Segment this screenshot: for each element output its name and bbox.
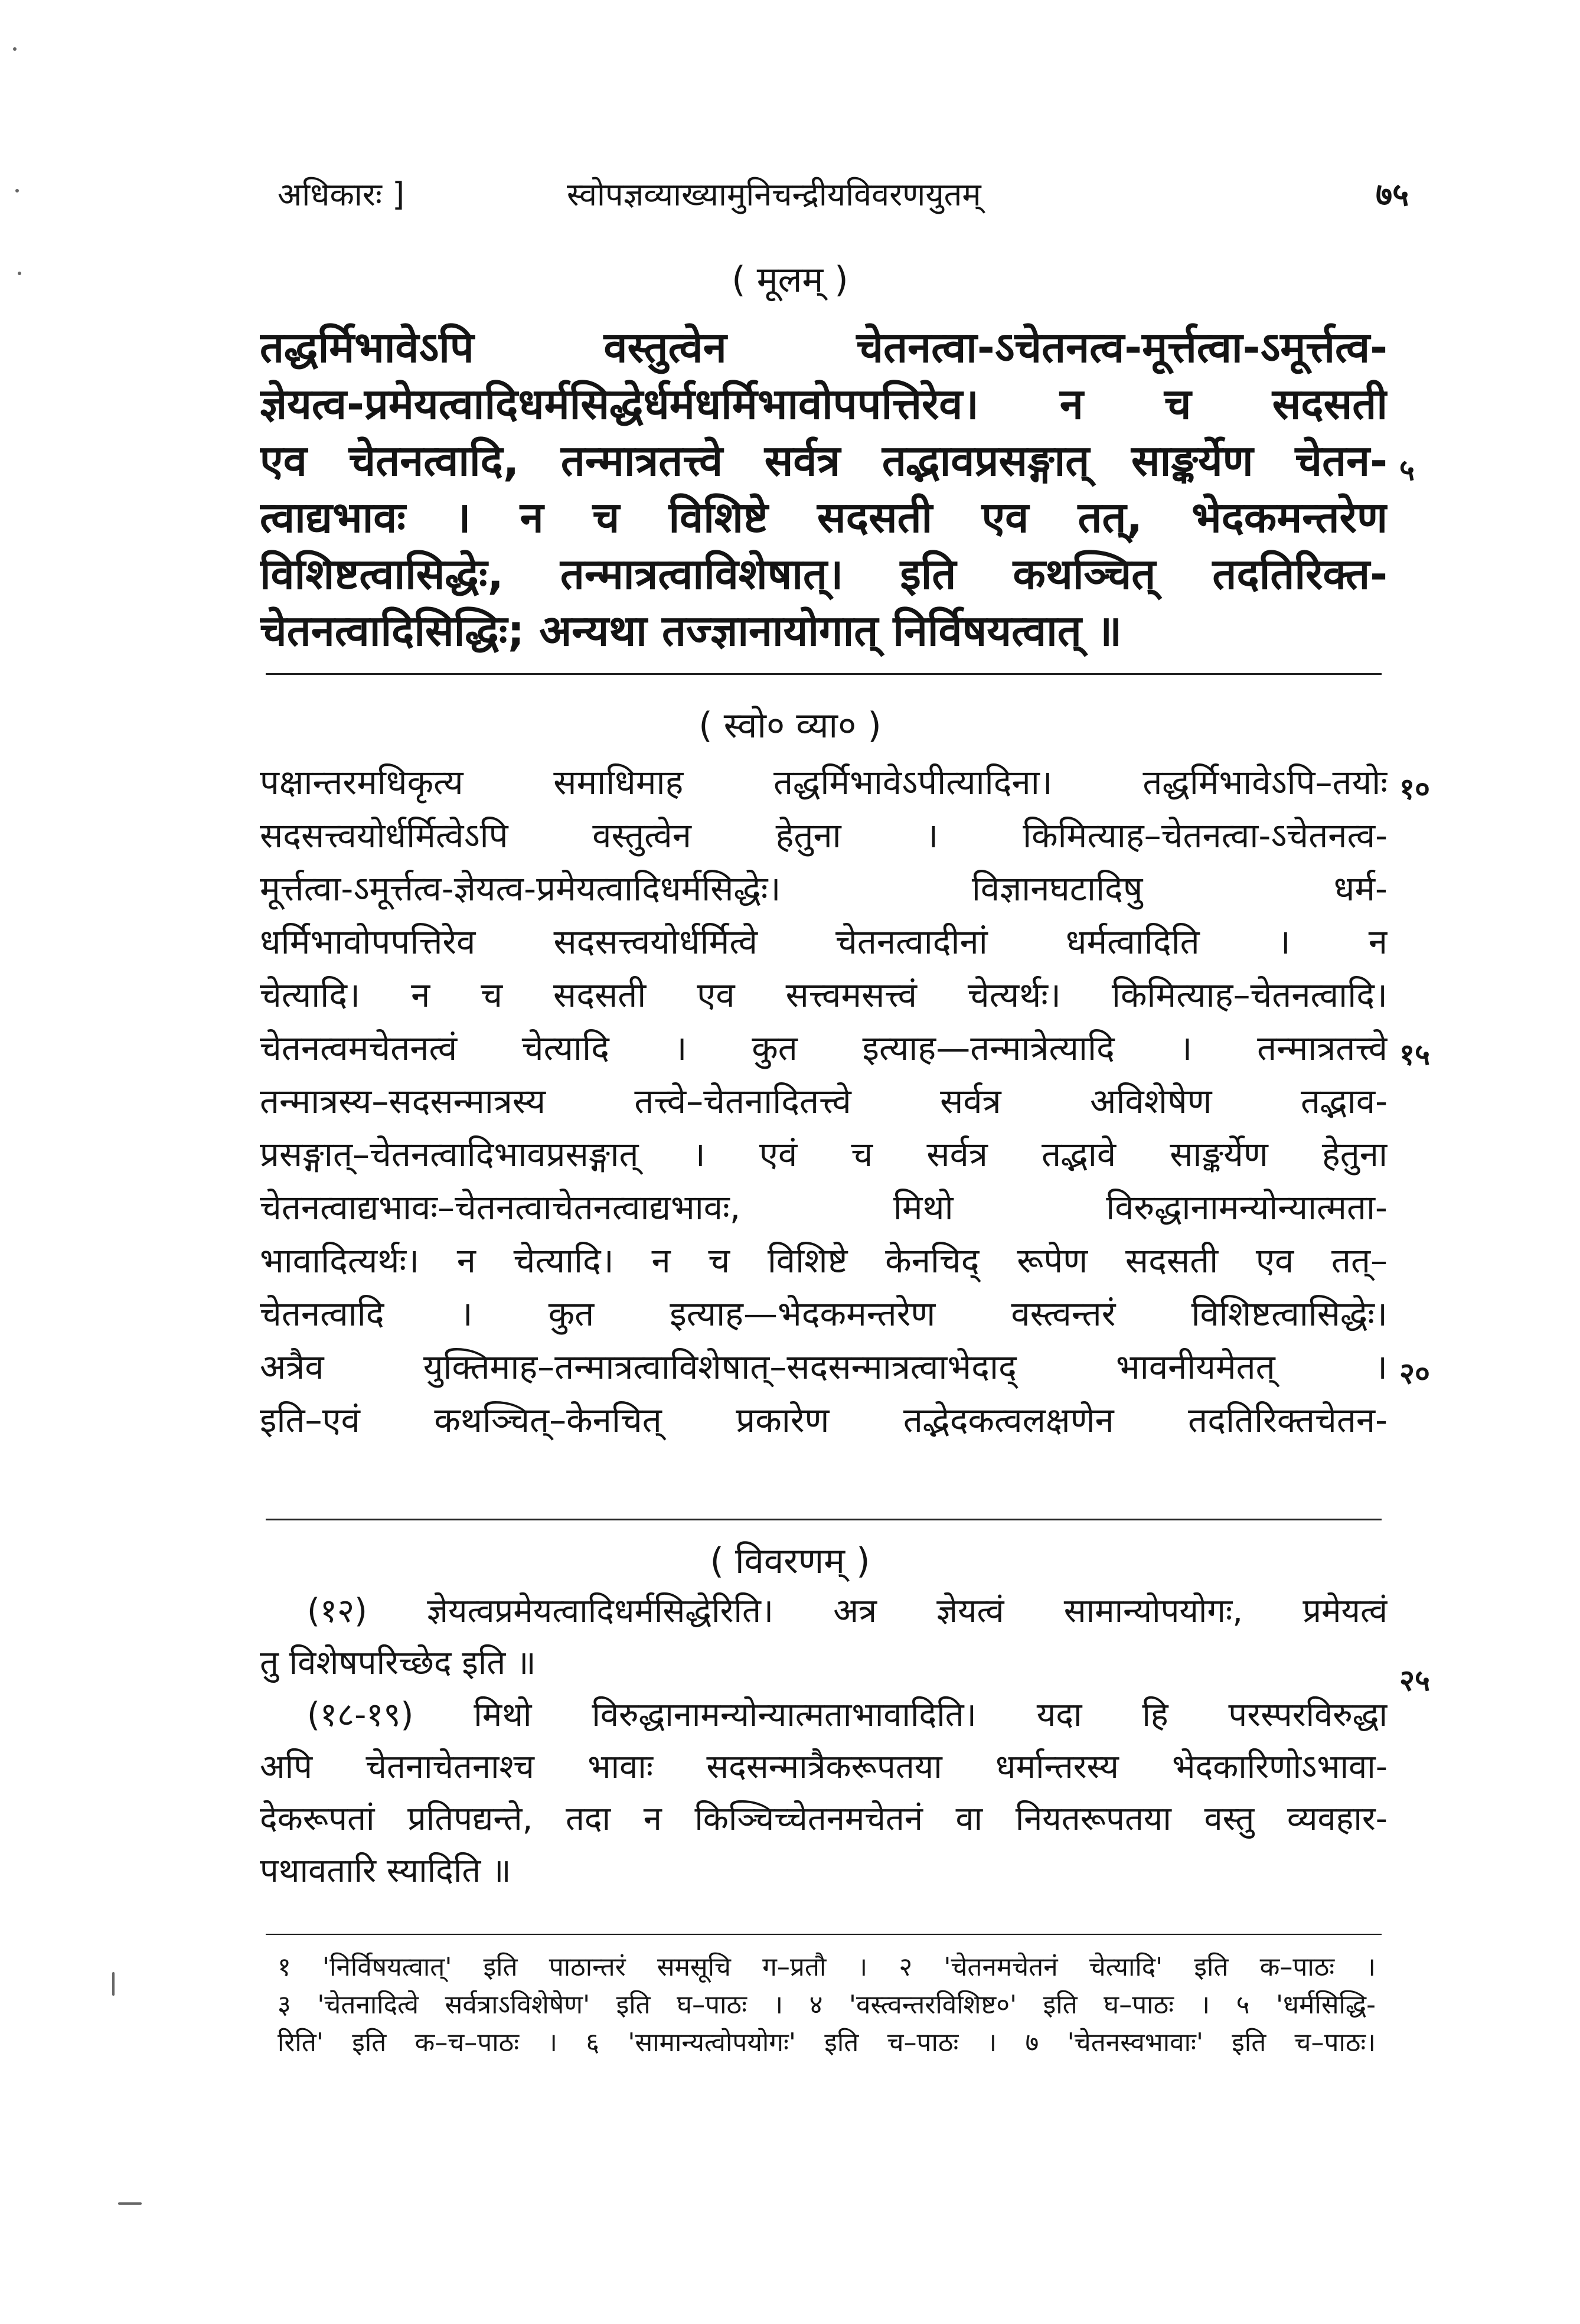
mool-line: एव चेतनत्वादि, तन्मात्रतत्त्वे सर्वत्र तद्भावप्रसङ्गात् साङ्कर्येण चेतन- (260, 436, 1388, 485)
footnote-line: रिति' इति क–च–पाठः । ६ 'सामान्यत्वोपयोगः' इति च–पाठः । ७ 'चेतनस्वभावाः' इति च–पाठः। (278, 2028, 1376, 2058)
line-number-margin: १५ (1399, 1037, 1430, 1072)
section-heading-vyakhya: ( स्वो० व्या० ) (698, 705, 882, 746)
line-number-margin: १० (1399, 772, 1430, 806)
section-heading-mool: ( मूलम् ) (732, 259, 848, 301)
section-divider (266, 1519, 1382, 1520)
mool-line: तद्धर्मिभावेऽपि वस्तुत्वेन चेतनत्वा-ऽचेतनत्व-मूर्त्तत्वा-ऽमूर्त्तत्व- (260, 322, 1388, 372)
vivarana-text (260, 1585, 1388, 1897)
mool-line: विशिष्टत्वासिद्धेः, तन्मात्रत्वाविशेषात्। इति कथञ्चित् तदतिरिक्त- (260, 549, 1388, 599)
mool-text (260, 319, 1388, 659)
vyakhya-line: भावादित्यर्थः। न चेत्यादि। न च विशिष्टे केनचिद् रूपेण सदसती एव तत्– (260, 1241, 1388, 1281)
running-head-left: अधिकारः ] (278, 176, 405, 213)
page-number: ७५ (1376, 176, 1409, 213)
vyakhya-line: तन्मात्रस्य–सदसन्मात्रस्य तत्त्वे–चेतनादितत्त्वे सर्वत्र अविशेषेण तद्भाव- (260, 1081, 1388, 1121)
vivarana-line: (१२) ज्ञेयत्वप्रमेयत्वादिधर्मसिद्धेरिति। अत्र ज्ञेयत्वं सामान्योपयोगः, प्रमेयत्वं (307, 1592, 1388, 1630)
vivarana-line: पथावतारि स्यादिति ॥ (260, 1852, 511, 1890)
footnote-line: १ 'निर्विषयत्वात्' इति पाठान्तरं समसूचि ग–प्रतौ । २ 'चेतनमचेतनं चेत्यादि' इति क–पाठः । (278, 1952, 1376, 1982)
mool-line: त्वाद्यभावः । न च विशिष्टे सदसती एव तत्, भेदकमन्तरेण (260, 492, 1388, 542)
scan-speck (112, 1972, 115, 1996)
running-head-title: स्वोपज्ञव्याख्यामुनिचन्द्रीयविवरणयुतम् (567, 176, 981, 213)
footnote-line: ३ 'चेतनादित्वे सर्वत्राऽविशेषेण' इति घ–पाठः । ४ 'वस्त्वन्तरविशिष्ट०' इति घ–पाठः । ५ 'धर्मसिद्धि- (278, 1990, 1376, 2020)
vivarana-line: (१८-१९) मिथो विरुद्धानामन्योन्यात्मताभावादिति। यदा हि परस्परविरुद्धा (307, 1696, 1388, 1734)
section-heading-vivarana: ( विवरणम् ) (710, 1540, 870, 1582)
mool-line: ज्ञेयत्व-प्रमेयत्वादिधर्मसिद्धेर्धर्मधर्मिभावोपपत्तिरेव। न च सदसती (260, 379, 1388, 429)
footnotes (278, 1948, 1376, 2062)
footnote-divider (266, 1934, 1382, 1935)
vyakhya-line: चेतनत्वमचेतनत्वं चेत्यादि । कुत इत्याह—तन्मात्रेत्यादि । तन्मात्रतत्त्वे (260, 1028, 1388, 1068)
vyakhya-line: सदसत्त्वयोर्धर्मित्वेऽपि वस्तुत्वेन हेतुना । किमित्याह–चेतनत्वा-ऽचेतनत्व- (260, 815, 1388, 856)
vyakhya-line: धर्मिभावोपपत्तिरेव सदसत्त्वयोर्धर्मित्वे चेतनत्वादीनां धर्मत्वादिति । न (260, 922, 1388, 962)
vyakhya-line: इति–एवं कथञ्चित्–केनचित् प्रकारेण तद्भेदकत्वलक्षणेन तदतिरिक्तचेतन- (260, 1400, 1388, 1440)
line-number-margin: २० (1399, 1356, 1430, 1391)
vivarana-line: अपि चेतनाचेतनाश्च भावाः सदसन्मात्रैकरूपतया धर्मान्तरस्य भेदकारिणोऽभावा- (260, 1748, 1388, 1786)
vyakhya-text (260, 756, 1388, 1447)
mool-line: चेतनत्वादिसिद्धिः; अन्यथा तज्ज्ञानायोगात् निर्विषयत्वात् ॥ (260, 606, 1122, 655)
vyakhya-line: चेतनत्वादि । कुत इत्याह—भेदकमन्तरेण वस्त्वन्तरं विशिष्टत्वासिद्धेः। (260, 1294, 1388, 1334)
vyakhya-line: चेत्यादि। न च सदसती एव सत्त्वमसत्त्वं चेत्यर्थः। किमित्याह–चेतनत्वादि। (260, 975, 1388, 1015)
vyakhya-line: मूर्त्तत्वा-ऽमूर्त्तत्व-ज्ञेयत्व-प्रमेयत्वादिधर्मसिद्धेः। विज्ञानघटादिषु धर्म- (260, 869, 1388, 909)
vyakhya-line: पक्षान्तरमधिकृत्य समाधिमाह तद्धर्मिभावेऽपीत्यादिना। तद्धर्मिभावेऽपि–तयोः (260, 762, 1388, 802)
vivarana-line: तु विशेषपरिच्छेद इति ॥ (260, 1644, 536, 1682)
scan-speck (13, 47, 17, 51)
scan-speck (15, 189, 19, 192)
line-number-margin: २५ (1399, 1663, 1430, 1698)
vyakhya-line: चेतनत्वाद्यभावः–चेतनत्वाचेतनत्वाद्यभावः, मिथो विरुद्धानामन्योन्यात्मता- (260, 1187, 1388, 1228)
vivarana-line: देकरूपतां प्रतिपद्यन्ते, तदा न किञ्चिच्चेतनमचेतनं वा नियतरूपतया वस्तु व्यवहार- (260, 1800, 1388, 1838)
scan-speck (118, 2202, 142, 2205)
vyakhya-line: प्रसङ्गात्–चेतनत्वादिभावप्रसङ्गात् । एवं च सर्वत्र तद्भावे साङ्कर्येण हेतुना (260, 1134, 1388, 1174)
vyakhya-line: अत्रैव युक्तिमाह–तन्मात्रत्वाविशेषात्–सदसन्मात्रत्वाभेदाद् भावनीयमेतत् । (260, 1347, 1388, 1387)
section-divider (266, 673, 1382, 675)
line-number-margin: ५ (1399, 453, 1415, 487)
